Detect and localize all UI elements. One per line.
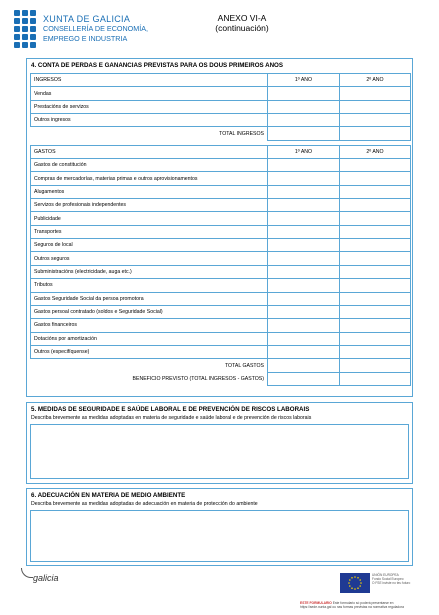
galicia-swoosh-icon <box>21 568 33 578</box>
table-row <box>31 100 411 113</box>
safety-measures-textarea[interactable] <box>30 424 409 479</box>
expense-year1-input[interactable] <box>268 212 340 225</box>
expected-profit-year2-input[interactable] <box>340 372 411 385</box>
income-year1-header: 1º ANO <box>268 74 340 87</box>
section5-description: Describa brevemente as medidas adoptadas en materia de seguridade e saúde laboral e de prevención de riscos laborais <box>31 415 312 421</box>
expense-year1-input[interactable] <box>268 319 340 332</box>
legal-text: Este formulario só poderá presentarse en https://sede.xunta.gal ou nas formas previstas na normativa reguladora <box>300 601 404 610</box>
table-row <box>31 265 411 278</box>
expense-row-label: Subministracións (electricidade, auga etc.) <box>31 265 268 278</box>
eu-star <box>354 576 356 578</box>
table-row <box>31 252 411 265</box>
expense-row-label: Gastos Seguridade Social da persoa promotora <box>31 292 268 305</box>
expense-year1-header: 1º ANO <box>268 145 340 158</box>
eu-star <box>349 585 351 587</box>
expense-year2-input[interactable] <box>340 279 411 292</box>
eu-star <box>357 577 359 579</box>
org-title: XUNTA DE GALICIA <box>43 14 131 24</box>
expense-row-label: Gastos persoal contratado (soldos e Seguridade Social) <box>31 305 268 318</box>
total-income-label: TOTAL INGRESOS <box>31 127 268 140</box>
expense-row-label: Tributos <box>31 279 268 292</box>
table-row <box>31 319 411 332</box>
total-income-row <box>31 127 411 140</box>
table-row <box>31 279 411 292</box>
expense-row-label: Servizos de profesionais independentes <box>31 199 268 212</box>
income-year1-input[interactable] <box>268 100 340 113</box>
environment-measures-textarea[interactable] <box>30 510 409 562</box>
expense-year1-input[interactable] <box>268 305 340 318</box>
income-year1-input[interactable] <box>268 114 340 127</box>
expense-year2-input[interactable] <box>340 332 411 345</box>
expense-header: GASTOS <box>31 145 268 158</box>
section6-title: 6. ADECUACIÓN EN MATERIA DE MEDIO AMBIENTE <box>31 492 186 499</box>
table-row <box>31 199 411 212</box>
income-year2-header: 2º ANO <box>340 74 411 87</box>
income-year2-input[interactable] <box>340 114 411 127</box>
table-row <box>31 239 411 252</box>
eu-line-1: UNIÓN EUROPEA <box>372 573 399 577</box>
expense-header-row <box>31 145 411 158</box>
expense-row-label: Outros seguros <box>31 252 268 265</box>
income-header: INGRESOS <box>31 74 268 87</box>
income-year2-input[interactable] <box>340 100 411 113</box>
expense-year2-input[interactable] <box>340 292 411 305</box>
expense-row-label: Outros (especifíquense) <box>31 345 268 358</box>
eu-star <box>357 587 359 589</box>
section-safety <box>26 402 413 484</box>
income-header-row <box>31 74 411 87</box>
income-row-label: Outros ingresos <box>31 114 268 127</box>
expense-year1-input[interactable] <box>268 239 340 252</box>
profit-loss-table <box>30 73 411 386</box>
expense-year2-input[interactable] <box>340 199 411 212</box>
annex-subheading: (continuación) <box>215 23 269 33</box>
xunta-logo-icon <box>14 10 38 52</box>
income-year2-input[interactable] <box>340 87 411 100</box>
expense-year1-input[interactable] <box>268 185 340 198</box>
expense-year2-input[interactable] <box>340 225 411 238</box>
eu-star <box>351 577 353 579</box>
table-row <box>31 185 411 198</box>
page-header <box>14 10 425 54</box>
eu-star <box>359 585 361 587</box>
legal-prefix: ESTE FORMULARIO <box>300 601 332 605</box>
total-income-year1-input[interactable] <box>268 127 340 140</box>
expense-year2-input[interactable] <box>340 345 411 358</box>
expense-row-label: Publicidade <box>31 212 268 225</box>
dept-line-1: CONSELLERÍA DE ECONOMÍA, <box>43 24 149 33</box>
income-year1-input[interactable] <box>268 87 340 100</box>
expense-year2-input[interactable] <box>340 305 411 318</box>
table-row <box>31 87 411 100</box>
total-expense-year2-input[interactable] <box>340 359 411 372</box>
annex-heading: ANEXO VI-A <box>217 13 267 23</box>
expense-year2-input[interactable] <box>340 265 411 278</box>
section-environment <box>26 488 413 566</box>
expense-year1-input[interactable] <box>268 172 340 185</box>
expense-year1-input[interactable] <box>268 292 340 305</box>
section6-description: Describa brevemente as medidas adoptadas de adecuación en materia de protección do ambiente <box>31 501 258 507</box>
table-row <box>31 345 411 358</box>
expense-year2-input[interactable] <box>340 185 411 198</box>
table-row <box>31 159 411 172</box>
expense-year1-input[interactable] <box>268 159 340 172</box>
eu-star <box>359 579 361 581</box>
expense-year2-input[interactable] <box>340 212 411 225</box>
expense-year1-input[interactable] <box>268 332 340 345</box>
table-row <box>31 332 411 345</box>
total-expense-label: TOTAL GASTOS <box>31 359 268 372</box>
eu-star <box>354 588 356 590</box>
expense-year1-input[interactable] <box>268 252 340 265</box>
income-row-label: Vendas <box>31 87 268 100</box>
galicia-wordmark: galicia <box>33 573 59 583</box>
eu-line-3: O FSE inviste no teu futuro <box>372 581 411 586</box>
expense-year2-input[interactable] <box>340 319 411 332</box>
expense-year2-input[interactable] <box>340 159 411 172</box>
eu-flag-icon <box>340 573 370 593</box>
expense-row-label: Alugamentos <box>31 185 268 198</box>
expense-year2-header: 2º ANO <box>340 145 411 158</box>
table-row <box>31 212 411 225</box>
expense-year2-input[interactable] <box>340 239 411 252</box>
expense-year1-input[interactable] <box>268 345 340 358</box>
eu-line-2: Fondo Social Europeo <box>372 577 404 582</box>
expense-year2-input[interactable] <box>340 172 411 185</box>
total-income-year2-input[interactable] <box>340 127 411 140</box>
expense-row-label: Transportes <box>31 225 268 238</box>
income-row-label: Prestacións de servizos <box>31 100 268 113</box>
table-row <box>31 292 411 305</box>
organization-name <box>43 14 193 43</box>
total-expense-row <box>31 359 411 372</box>
expected-profit-row <box>31 372 411 385</box>
expense-year1-input[interactable] <box>268 265 340 278</box>
eu-funding-text <box>372 573 420 586</box>
galicia-brand <box>33 573 59 583</box>
table-row <box>31 225 411 238</box>
table-row <box>31 172 411 185</box>
expense-row-label: Seguros de local <box>31 239 268 252</box>
eu-star <box>351 587 353 589</box>
expense-row-label: Dotacións por amortización <box>31 332 268 345</box>
expense-year1-input[interactable] <box>268 279 340 292</box>
eu-star <box>360 582 362 584</box>
section5-title: 5. MEDIDAS DE SEGURIDADE E SAÚDE LABORAL E DE PREVENCIÓN DE RISCOS LABORAIS <box>31 406 310 413</box>
expense-row-label: Gastos de constitución <box>31 159 268 172</box>
annex-title <box>182 13 302 33</box>
expense-row-label: Compras de mercadorías, materias primas e outros aprovisionamentos <box>31 172 268 185</box>
section-profit-loss <box>26 58 413 397</box>
eu-star <box>349 579 351 581</box>
expected-profit-label: BENEFICIO PREVISTO (TOTAL INGRESOS - GASTOS) <box>31 372 268 385</box>
table-row <box>31 305 411 318</box>
eu-star <box>348 582 350 584</box>
expected-profit-year1-input[interactable] <box>268 372 340 385</box>
expense-year1-input[interactable] <box>268 225 340 238</box>
dept-line-2: EMPREGO E INDUSTRIA <box>43 33 128 43</box>
expense-row-label: Gastos financeiros <box>31 319 268 332</box>
legal-notice <box>300 601 422 610</box>
section4-title: 4. CONTA DE PERDAS E GANANCIAS PREVISTAS PARA OS DOUS PRIMEIROS ANOS <box>31 62 283 69</box>
expense-year2-input[interactable] <box>340 252 411 265</box>
expense-year1-input[interactable] <box>268 199 340 212</box>
table-row <box>31 114 411 127</box>
total-expense-year1-input[interactable] <box>268 359 340 372</box>
